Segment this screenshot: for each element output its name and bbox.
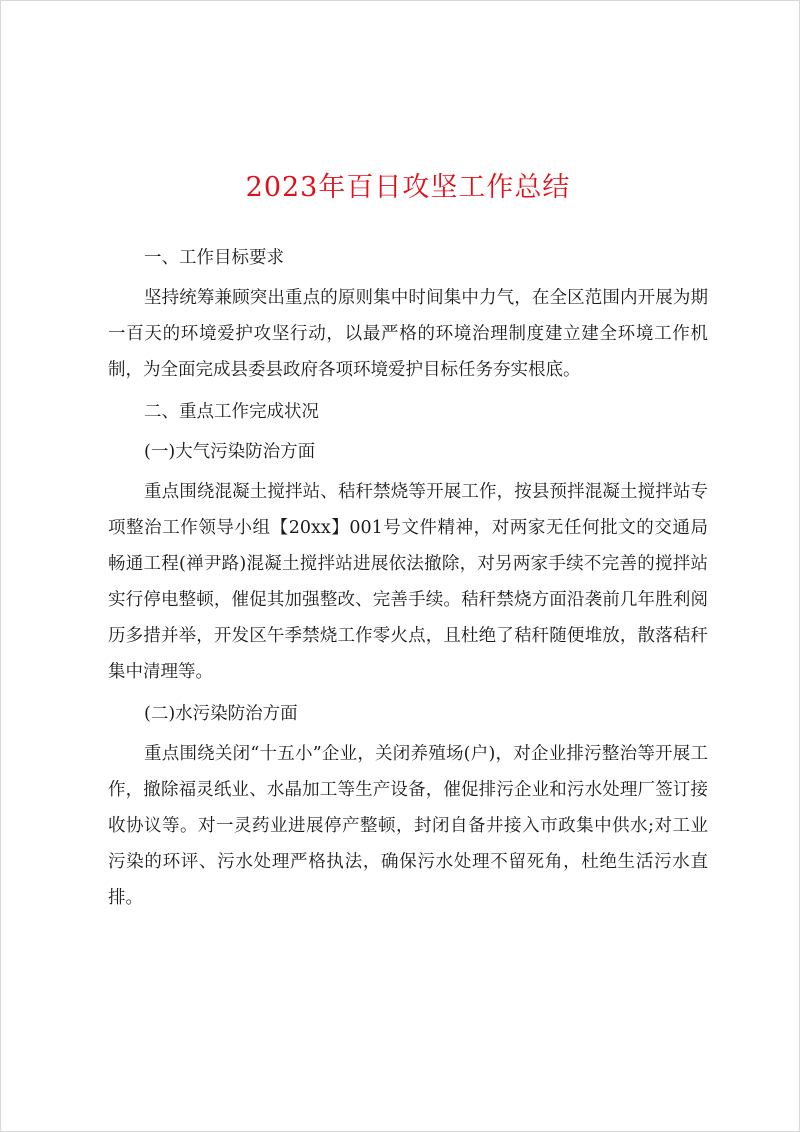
paragraph-goals: 坚持统筹兼顾突出重点的原则集中时间集中力气，在全区范围内开展为期一百天的环境爱护攻坚行动，以最严格的环境治理制度建立建全环境工作机制，为全面完成县委县政府各项环境爱护目标任务夯实根底。: [108, 288, 708, 380]
section-heading-progress: 二、重点工作完成状况: [144, 402, 319, 422]
document-body: [108, 170, 708, 922]
subsection-heading-water: (二)水污染防治方面: [144, 704, 298, 724]
subsection-heading-air: (一)大气污染防治方面: [144, 442, 316, 462]
section-heading-goals: 一、工作目标要求: [144, 248, 284, 268]
document-title: 2023年百日攻坚工作总结: [245, 172, 571, 203]
paragraph-water: 重点围绕关闭“十五小”企业，关闭养殖场(户)，对企业排污整治等开展工作，撤除福灵纸业、水晶加工等生产设备，催促排污企业和污水处理厂签订接收协议等。对一灵药业进展停产整顿，封闭自备井接入市政集中供水;对工业污染的环评、污水处理严格执法，确保污水处理不留死角，杜绝生活污水直排。: [108, 744, 708, 908]
paragraph-air: 重点围绕混凝土搅拌站、秸秆禁烧等开展工作，按县预拌混凝土搅拌站专项整治工作领导小组【20xx】001号文件精神，对两家无任何批文的交通局畅通工程(禅尹路)混凝土搅拌站进展依法撤除，对另两家手续不完善的搅拌站实行停电整顿，催促其加强整改、完善手续。秸秆禁烧方面沿袭前几年胜利阅历多措并举，开发区午季禁烧工作零火点，且杜绝了秸秆随便堆放，散落秸秆集中清理等。: [108, 482, 708, 682]
